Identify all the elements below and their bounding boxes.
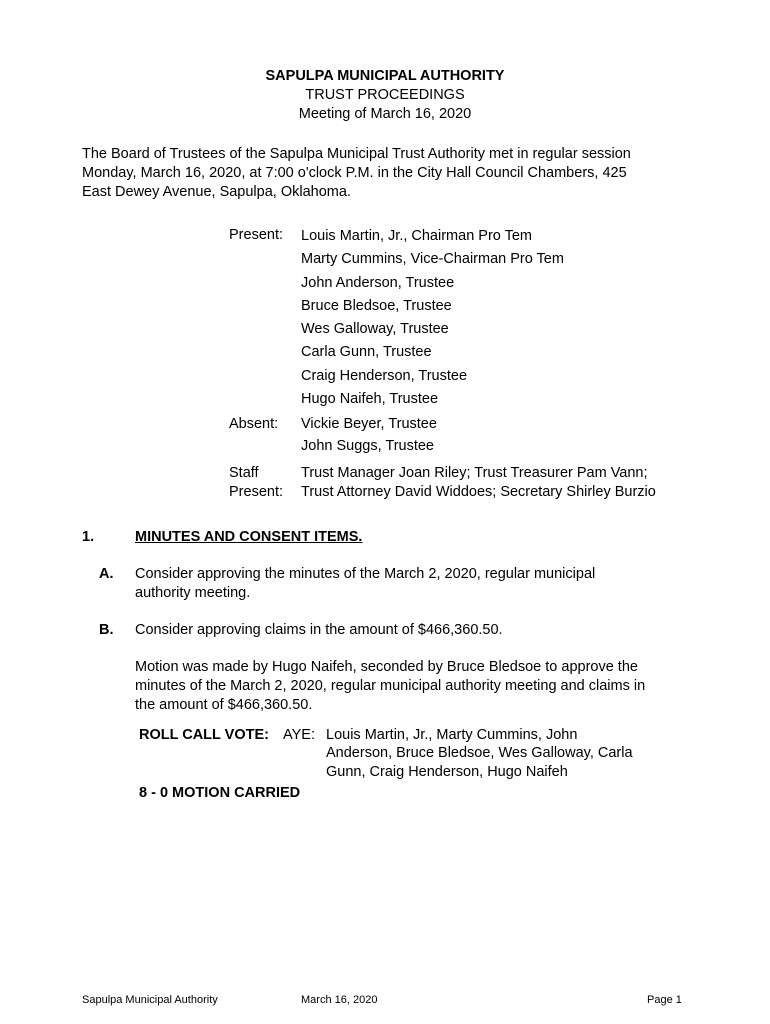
section-number: 1.	[82, 529, 95, 545]
footer-left: Sapulpa Municipal Authority	[82, 994, 218, 1006]
motion-result: 8 - 0 MOTION CARRIED	[139, 785, 301, 801]
absent-member: John Suggs, Trustee	[301, 438, 434, 454]
staff-line-1: Trust Manager Joan Riley; Trust Treasurer Pam Vann;	[301, 465, 648, 481]
intro-line-1: The Board of Trustees of the Sapulpa Municipal Trust Authority met in regular session	[82, 146, 631, 162]
absent-label: Absent:	[229, 416, 279, 432]
staff-line-2: Trust Attorney David Widdoes; Secretary Shirley Burzio	[301, 484, 656, 500]
item-b-text: Consider approving claims in the amount of $466,360.50.	[135, 622, 503, 638]
present-member: Bruce Bledsoe, Trustee	[301, 297, 452, 314]
staff-present-label: Present:	[229, 484, 283, 500]
item-a-line-1: Consider approving the minutes of the March 2, 2020, regular municipal	[135, 566, 596, 582]
motion-line-2: minutes of the March 2, 2020, regular municipal authority meeting and claims in	[135, 678, 646, 694]
present-member: Carla Gunn, Trustee	[301, 344, 432, 361]
present-list	[301, 227, 564, 413]
meeting-date: Meeting of March 16, 2020	[298, 106, 472, 122]
present-member: Craig Henderson, Trustee	[301, 367, 468, 384]
aye-line-2: Anderson, Bruce Bledsoe, Wes Galloway, Carla	[326, 745, 633, 761]
motion-line-3: the amount of $466,360.50.	[135, 697, 313, 713]
motion-line-1: Motion was made by Hugo Naifeh, seconded by Bruce Bledsoe to approve the	[135, 659, 638, 675]
aye-line-1: Louis Martin, Jr., Marty Cummins, John	[326, 727, 578, 743]
roll-call-label: ROLL CALL VOTE:	[139, 727, 269, 743]
document-title: SAPULPA MUNICIPAL AUTHORITY	[265, 68, 505, 84]
section-title: MINUTES AND CONSENT ITEMS.	[135, 529, 363, 545]
footer-date: March 16, 2020	[301, 994, 378, 1006]
document-subtitle: TRUST PROCEEDINGS	[305, 87, 465, 103]
intro-line-3: East Dewey Avenue, Sapulpa, Oklahoma.	[82, 184, 351, 200]
intro-line-2: Monday, March 16, 2020, at 7:00 o'clock P.M. in the City Hall Council Chambers, 425	[82, 165, 627, 181]
item-a-label: A.	[99, 566, 114, 582]
staff-label: Staff	[229, 465, 259, 481]
present-member: Louis Martin, Jr., Chairman Pro Tem	[301, 228, 533, 244]
present-member: Hugo Naifeh, Trustee	[301, 391, 439, 408]
absent-member: Vickie Beyer, Trustee	[301, 416, 437, 432]
present-member: Marty Cummins, Vice-Chairman Pro Tem	[301, 251, 564, 268]
aye-line-3: Gunn, Craig Henderson, Hugo Naifeh	[326, 764, 568, 780]
present-member: John Anderson, Trustee	[301, 274, 455, 291]
present-label: Present:	[229, 227, 283, 243]
item-a-line-2: authority meeting.	[135, 585, 251, 601]
item-b-label: B.	[99, 622, 114, 638]
footer-page-number: Page 1	[647, 994, 682, 1006]
aye-label: AYE:	[283, 727, 315, 743]
present-member: Wes Galloway, Trustee	[301, 321, 449, 338]
